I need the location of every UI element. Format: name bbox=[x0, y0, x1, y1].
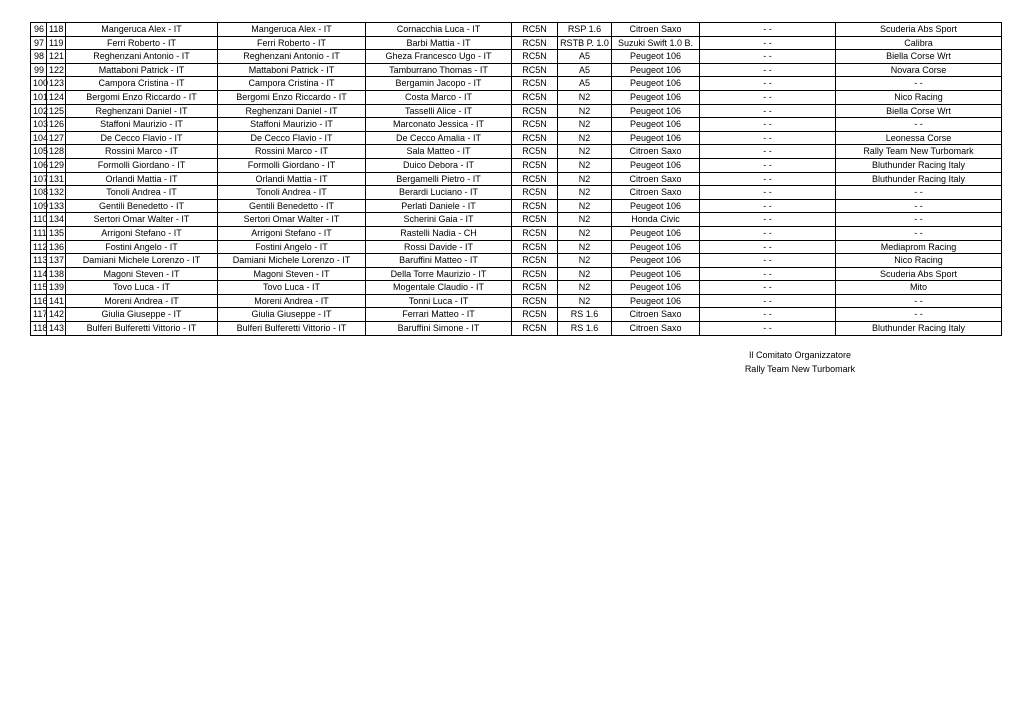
pos-cell: 118 bbox=[31, 322, 47, 336]
class-cell: N2 bbox=[558, 104, 612, 118]
car-cell: Peugeot 106 bbox=[612, 118, 700, 132]
class-group-cell: RC5N bbox=[512, 131, 558, 145]
num-cell: 131 bbox=[47, 172, 66, 186]
num-cell: 134 bbox=[47, 213, 66, 227]
num-cell: 124 bbox=[47, 90, 66, 104]
table-row bbox=[31, 90, 1002, 104]
licence-cell: - - bbox=[700, 226, 836, 240]
table-row bbox=[31, 254, 1002, 268]
table-row bbox=[31, 23, 1002, 37]
num-cell: 122 bbox=[47, 63, 66, 77]
pos-cell: 115 bbox=[31, 281, 47, 295]
car-cell: Peugeot 106 bbox=[612, 226, 700, 240]
class-group-cell: RC5N bbox=[512, 172, 558, 186]
class-cell: N2 bbox=[558, 90, 612, 104]
licence-cell: - - bbox=[700, 254, 836, 268]
num-cell: 138 bbox=[47, 267, 66, 281]
pos-cell: 96 bbox=[31, 23, 47, 37]
driver-cell: Bergomi Enzo Riccardo - IT bbox=[66, 90, 218, 104]
competitor-cell: Ferri Roberto - IT bbox=[218, 36, 366, 50]
class-group-cell: RC5N bbox=[512, 240, 558, 254]
table-row bbox=[31, 36, 1002, 50]
class-group-cell: RC5N bbox=[512, 267, 558, 281]
car-cell: Peugeot 106 bbox=[612, 158, 700, 172]
class-cell: N2 bbox=[558, 158, 612, 172]
codriver-cell: Tonni Luca - IT bbox=[366, 294, 512, 308]
driver-cell: Reghenzani Daniel - IT bbox=[66, 104, 218, 118]
class-cell: N2 bbox=[558, 145, 612, 159]
class-cell: RS 1.6 bbox=[558, 322, 612, 336]
car-cell: Citroen Saxo bbox=[612, 322, 700, 336]
licence-cell: - - bbox=[700, 199, 836, 213]
licence-cell: - - bbox=[700, 240, 836, 254]
num-cell: 132 bbox=[47, 186, 66, 200]
class-group-cell: RC5N bbox=[512, 145, 558, 159]
licence-cell: - - bbox=[700, 36, 836, 50]
codriver-cell: Perlati Daniele - IT bbox=[366, 199, 512, 213]
driver-cell: Bulferi Bulferetti Vittorio - IT bbox=[66, 322, 218, 336]
licence-cell: - - bbox=[700, 281, 836, 295]
team-cell: Nico Racing bbox=[836, 254, 1002, 268]
driver-cell: Reghenzani Antonio - IT bbox=[66, 50, 218, 64]
car-cell: Peugeot 106 bbox=[612, 281, 700, 295]
car-cell: Peugeot 106 bbox=[612, 199, 700, 213]
car-cell: Peugeot 106 bbox=[612, 267, 700, 281]
pos-cell: 112 bbox=[31, 240, 47, 254]
class-group-cell: RC5N bbox=[512, 63, 558, 77]
licence-cell: - - bbox=[700, 131, 836, 145]
class-group-cell: RC5N bbox=[512, 104, 558, 118]
competitor-cell: Sertori Omar Walter - IT bbox=[218, 213, 366, 227]
table-row bbox=[31, 226, 1002, 240]
driver-cell: Gentili Benedetto - IT bbox=[66, 199, 218, 213]
table-row bbox=[31, 158, 1002, 172]
table-row bbox=[31, 186, 1002, 200]
class-cell: N2 bbox=[558, 267, 612, 281]
table-row bbox=[31, 199, 1002, 213]
car-cell: Peugeot 106 bbox=[612, 104, 700, 118]
competitor-cell: Tovo Luca - IT bbox=[218, 281, 366, 295]
pos-cell: 116 bbox=[31, 294, 47, 308]
licence-cell: - - bbox=[700, 186, 836, 200]
class-group-cell: RC5N bbox=[512, 36, 558, 50]
team-cell: - - bbox=[836, 308, 1002, 322]
pos-cell: 101 bbox=[31, 90, 47, 104]
team-cell: - - bbox=[836, 226, 1002, 240]
car-cell: Peugeot 106 bbox=[612, 90, 700, 104]
table-row bbox=[31, 172, 1002, 186]
pos-cell: 102 bbox=[31, 104, 47, 118]
pos-cell: 97 bbox=[31, 36, 47, 50]
class-group-cell: RC5N bbox=[512, 213, 558, 227]
competitor-cell: Reghenzani Daniel - IT bbox=[218, 104, 366, 118]
num-cell: 121 bbox=[47, 50, 66, 64]
num-cell: 119 bbox=[47, 36, 66, 50]
class-cell: N2 bbox=[558, 240, 612, 254]
class-group-cell: RC5N bbox=[512, 158, 558, 172]
team-cell: Rally Team New Turbomark bbox=[836, 145, 1002, 159]
driver-cell: Giulia Giuseppe - IT bbox=[66, 308, 218, 322]
licence-cell: - - bbox=[700, 158, 836, 172]
competitor-cell: Gentili Benedetto - IT bbox=[218, 199, 366, 213]
class-cell: A5 bbox=[558, 50, 612, 64]
pos-cell: 114 bbox=[31, 267, 47, 281]
entry-list-body bbox=[31, 23, 1002, 336]
car-cell: Peugeot 106 bbox=[612, 294, 700, 308]
pos-cell: 98 bbox=[31, 50, 47, 64]
competitor-cell: Mangeruca Alex - IT bbox=[218, 23, 366, 37]
competitor-cell: Rossini Marco - IT bbox=[218, 145, 366, 159]
num-cell: 141 bbox=[47, 294, 66, 308]
class-group-cell: RC5N bbox=[512, 186, 558, 200]
team-cell: Scuderia Abs Sport bbox=[836, 23, 1002, 37]
competitor-cell: Campora Cristina - IT bbox=[218, 77, 366, 91]
class-group-cell: RC5N bbox=[512, 23, 558, 37]
codriver-cell: Tasselli Alice - IT bbox=[366, 104, 512, 118]
driver-cell: Magoni Steven - IT bbox=[66, 267, 218, 281]
licence-cell: - - bbox=[700, 172, 836, 186]
class-group-cell: RC5N bbox=[512, 308, 558, 322]
signature-block bbox=[700, 348, 900, 376]
codriver-cell: Scherini Gaia - IT bbox=[366, 213, 512, 227]
car-cell: Honda Civic bbox=[612, 213, 700, 227]
num-cell: 135 bbox=[47, 226, 66, 240]
team-cell: Bluthunder Racing Italy bbox=[836, 158, 1002, 172]
class-group-cell: RC5N bbox=[512, 322, 558, 336]
car-cell: Suzuki Swift 1.0 B. bbox=[612, 36, 700, 50]
driver-cell: Mangeruca Alex - IT bbox=[66, 23, 218, 37]
table-row bbox=[31, 77, 1002, 91]
class-cell: N2 bbox=[558, 118, 612, 132]
class-group-cell: RC5N bbox=[512, 294, 558, 308]
licence-cell: - - bbox=[700, 267, 836, 281]
num-cell: 143 bbox=[47, 322, 66, 336]
table-row bbox=[31, 267, 1002, 281]
car-cell: Citroen Saxo bbox=[612, 308, 700, 322]
licence-cell: - - bbox=[700, 308, 836, 322]
table-row bbox=[31, 145, 1002, 159]
codriver-cell: Berardi Luciano - IT bbox=[366, 186, 512, 200]
num-cell: 137 bbox=[47, 254, 66, 268]
codriver-cell: Della Torre Maurizio - IT bbox=[366, 267, 512, 281]
driver-cell: De Cecco Flavio - IT bbox=[66, 131, 218, 145]
competitor-cell: Moreni Andrea - IT bbox=[218, 294, 366, 308]
team-cell: Novara Corse bbox=[836, 63, 1002, 77]
pos-cell: 113 bbox=[31, 254, 47, 268]
class-group-cell: RC5N bbox=[512, 50, 558, 64]
pos-cell: 99 bbox=[31, 63, 47, 77]
codriver-cell: Gheza Francesco Ugo - IT bbox=[366, 50, 512, 64]
num-cell: 139 bbox=[47, 281, 66, 295]
car-cell: Peugeot 106 bbox=[612, 50, 700, 64]
num-cell: 118 bbox=[47, 23, 66, 37]
class-cell: N2 bbox=[558, 131, 612, 145]
car-cell: Peugeot 106 bbox=[612, 77, 700, 91]
codriver-cell: Mogentale Claudio - IT bbox=[366, 281, 512, 295]
num-cell: 123 bbox=[47, 77, 66, 91]
num-cell: 128 bbox=[47, 145, 66, 159]
num-cell: 126 bbox=[47, 118, 66, 132]
organizer-name: Rally Team New Turbomark bbox=[744, 364, 856, 374]
num-cell: 136 bbox=[47, 240, 66, 254]
table-row bbox=[31, 118, 1002, 132]
car-cell: Peugeot 106 bbox=[612, 254, 700, 268]
num-cell: 129 bbox=[47, 158, 66, 172]
team-cell: Mediaprom Racing bbox=[836, 240, 1002, 254]
competitor-cell: De Cecco Flavio - IT bbox=[218, 131, 366, 145]
team-cell: - - bbox=[836, 213, 1002, 227]
driver-cell: Moreni Andrea - IT bbox=[66, 294, 218, 308]
pos-cell: 106 bbox=[31, 158, 47, 172]
class-cell: N2 bbox=[558, 294, 612, 308]
table-row bbox=[31, 322, 1002, 336]
codriver-cell: Baruffini Simone - IT bbox=[366, 322, 512, 336]
licence-cell: - - bbox=[700, 63, 836, 77]
competitor-cell: Formolli Giordano - IT bbox=[218, 158, 366, 172]
class-cell: RSTB P. 1.0 bbox=[558, 36, 612, 50]
class-cell: N2 bbox=[558, 186, 612, 200]
licence-cell: - - bbox=[700, 145, 836, 159]
competitor-cell: Bergomi Enzo Riccardo - IT bbox=[218, 90, 366, 104]
pos-cell: 109 bbox=[31, 199, 47, 213]
car-cell: Citroen Saxo bbox=[612, 145, 700, 159]
driver-cell: Damiani Michele Lorenzo - IT bbox=[66, 254, 218, 268]
team-cell: Leonessa Corse bbox=[836, 131, 1002, 145]
car-cell: Peugeot 106 bbox=[612, 131, 700, 145]
team-cell: Biella Corse Wrt bbox=[836, 104, 1002, 118]
class-cell: N2 bbox=[558, 254, 612, 268]
licence-cell: - - bbox=[700, 322, 836, 336]
num-cell: 133 bbox=[47, 199, 66, 213]
competitor-cell: Mattaboni Patrick - IT bbox=[218, 63, 366, 77]
class-group-cell: RC5N bbox=[512, 254, 558, 268]
car-cell: Peugeot 106 bbox=[612, 240, 700, 254]
competitor-cell: Magoni Steven - IT bbox=[218, 267, 366, 281]
licence-cell: - - bbox=[700, 50, 836, 64]
driver-cell: Tovo Luca - IT bbox=[66, 281, 218, 295]
organizing-committee-label: Il Comitato Organizzatore bbox=[748, 350, 852, 360]
table-row bbox=[31, 281, 1002, 295]
driver-cell: Ferri Roberto - IT bbox=[66, 36, 218, 50]
competitor-cell: Fostini Angelo - IT bbox=[218, 240, 366, 254]
codriver-cell: Marconato Jessica - IT bbox=[366, 118, 512, 132]
pos-cell: 100 bbox=[31, 77, 47, 91]
codriver-cell: Tamburrano Thomas - IT bbox=[366, 63, 512, 77]
class-cell: N2 bbox=[558, 199, 612, 213]
codriver-cell: Sala Matteo - IT bbox=[366, 145, 512, 159]
class-group-cell: RC5N bbox=[512, 199, 558, 213]
class-cell: N2 bbox=[558, 281, 612, 295]
pos-cell: 111 bbox=[31, 226, 47, 240]
pos-cell: 104 bbox=[31, 131, 47, 145]
car-cell: Peugeot 106 bbox=[612, 63, 700, 77]
codriver-cell: Rossi Davide - IT bbox=[366, 240, 512, 254]
table-row bbox=[31, 63, 1002, 77]
codriver-cell: Barbi Mattia - IT bbox=[366, 36, 512, 50]
num-cell: 127 bbox=[47, 131, 66, 145]
competitor-cell: Reghenzani Antonio - IT bbox=[218, 50, 366, 64]
driver-cell: Mattaboni Patrick - IT bbox=[66, 63, 218, 77]
codriver-cell: Bergamelli Pietro - IT bbox=[366, 172, 512, 186]
codriver-cell: Cornacchia Luca - IT bbox=[366, 23, 512, 37]
table-row bbox=[31, 308, 1002, 322]
class-cell: RS 1.6 bbox=[558, 308, 612, 322]
competitor-cell: Tonoli Andrea - IT bbox=[218, 186, 366, 200]
num-cell: 142 bbox=[47, 308, 66, 322]
class-cell: N2 bbox=[558, 226, 612, 240]
team-cell: Calibra bbox=[836, 36, 1002, 50]
codriver-cell: Duico Debora - IT bbox=[366, 158, 512, 172]
driver-cell: Sertori Omar Walter - IT bbox=[66, 213, 218, 227]
class-group-cell: RC5N bbox=[512, 226, 558, 240]
licence-cell: - - bbox=[700, 77, 836, 91]
team-cell: - - bbox=[836, 199, 1002, 213]
driver-cell: Staffoni Maurizio - IT bbox=[66, 118, 218, 132]
table-row bbox=[31, 131, 1002, 145]
licence-cell: - - bbox=[700, 118, 836, 132]
team-cell: Bluthunder Racing Italy bbox=[836, 172, 1002, 186]
codriver-cell: Baruffini Matteo - IT bbox=[366, 254, 512, 268]
class-group-cell: RC5N bbox=[512, 77, 558, 91]
pos-cell: 107 bbox=[31, 172, 47, 186]
driver-cell: Fostini Angelo - IT bbox=[66, 240, 218, 254]
team-cell: Biella Corse Wrt bbox=[836, 50, 1002, 64]
team-cell: Bluthunder Racing Italy bbox=[836, 322, 1002, 336]
licence-cell: - - bbox=[700, 90, 836, 104]
licence-cell: - - bbox=[700, 294, 836, 308]
class-cell: A5 bbox=[558, 63, 612, 77]
pos-cell: 103 bbox=[31, 118, 47, 132]
class-group-cell: RC5N bbox=[512, 118, 558, 132]
competitor-cell: Damiani Michele Lorenzo - IT bbox=[218, 254, 366, 268]
team-cell: Scuderia Abs Sport bbox=[836, 267, 1002, 281]
class-cell: N2 bbox=[558, 172, 612, 186]
competitor-cell: Bulferi Bulferetti Vittorio - IT bbox=[218, 322, 366, 336]
competitor-cell: Arrigoni Stefano - IT bbox=[218, 226, 366, 240]
competitor-cell: Staffoni Maurizio - IT bbox=[218, 118, 366, 132]
team-cell: - - bbox=[836, 294, 1002, 308]
licence-cell: - - bbox=[700, 104, 836, 118]
team-cell: - - bbox=[836, 77, 1002, 91]
class-cell: A5 bbox=[558, 77, 612, 91]
table-row bbox=[31, 240, 1002, 254]
table-row bbox=[31, 294, 1002, 308]
pos-cell: 117 bbox=[31, 308, 47, 322]
team-cell: Nico Racing bbox=[836, 90, 1002, 104]
licence-cell: - - bbox=[700, 23, 836, 37]
num-cell: 125 bbox=[47, 104, 66, 118]
team-cell: - - bbox=[836, 118, 1002, 132]
codriver-cell: De Cecco Amalia - IT bbox=[366, 131, 512, 145]
table-row bbox=[31, 104, 1002, 118]
pos-cell: 110 bbox=[31, 213, 47, 227]
team-cell: Mito bbox=[836, 281, 1002, 295]
driver-cell: Campora Cristina - IT bbox=[66, 77, 218, 91]
car-cell: Citroen Saxo bbox=[612, 186, 700, 200]
driver-cell: Rossini Marco - IT bbox=[66, 145, 218, 159]
driver-cell: Arrigoni Stefano - IT bbox=[66, 226, 218, 240]
competitor-cell: Orlandi Mattia - IT bbox=[218, 172, 366, 186]
class-cell: N2 bbox=[558, 213, 612, 227]
car-cell: Citroen Saxo bbox=[612, 172, 700, 186]
licence-cell: - - bbox=[700, 213, 836, 227]
car-cell: Citroen Saxo bbox=[612, 23, 700, 37]
driver-cell: Tonoli Andrea - IT bbox=[66, 186, 218, 200]
table-row bbox=[31, 50, 1002, 64]
codriver-cell: Bergamin Jacopo - IT bbox=[366, 77, 512, 91]
competitor-cell: Giulia Giuseppe - IT bbox=[218, 308, 366, 322]
pos-cell: 105 bbox=[31, 145, 47, 159]
codriver-cell: Rastelli Nadia - CH bbox=[366, 226, 512, 240]
driver-cell: Formolli Giordano - IT bbox=[66, 158, 218, 172]
driver-cell: Orlandi Mattia - IT bbox=[66, 172, 218, 186]
entry-list-table bbox=[30, 22, 1002, 336]
class-cell: RSP 1.6 bbox=[558, 23, 612, 37]
codriver-cell: Costa Marco - IT bbox=[366, 90, 512, 104]
class-group-cell: RC5N bbox=[512, 90, 558, 104]
table-row bbox=[31, 213, 1002, 227]
team-cell: - - bbox=[836, 186, 1002, 200]
class-group-cell: RC5N bbox=[512, 281, 558, 295]
pos-cell: 108 bbox=[31, 186, 47, 200]
codriver-cell: Ferrari Matteo - IT bbox=[366, 308, 512, 322]
